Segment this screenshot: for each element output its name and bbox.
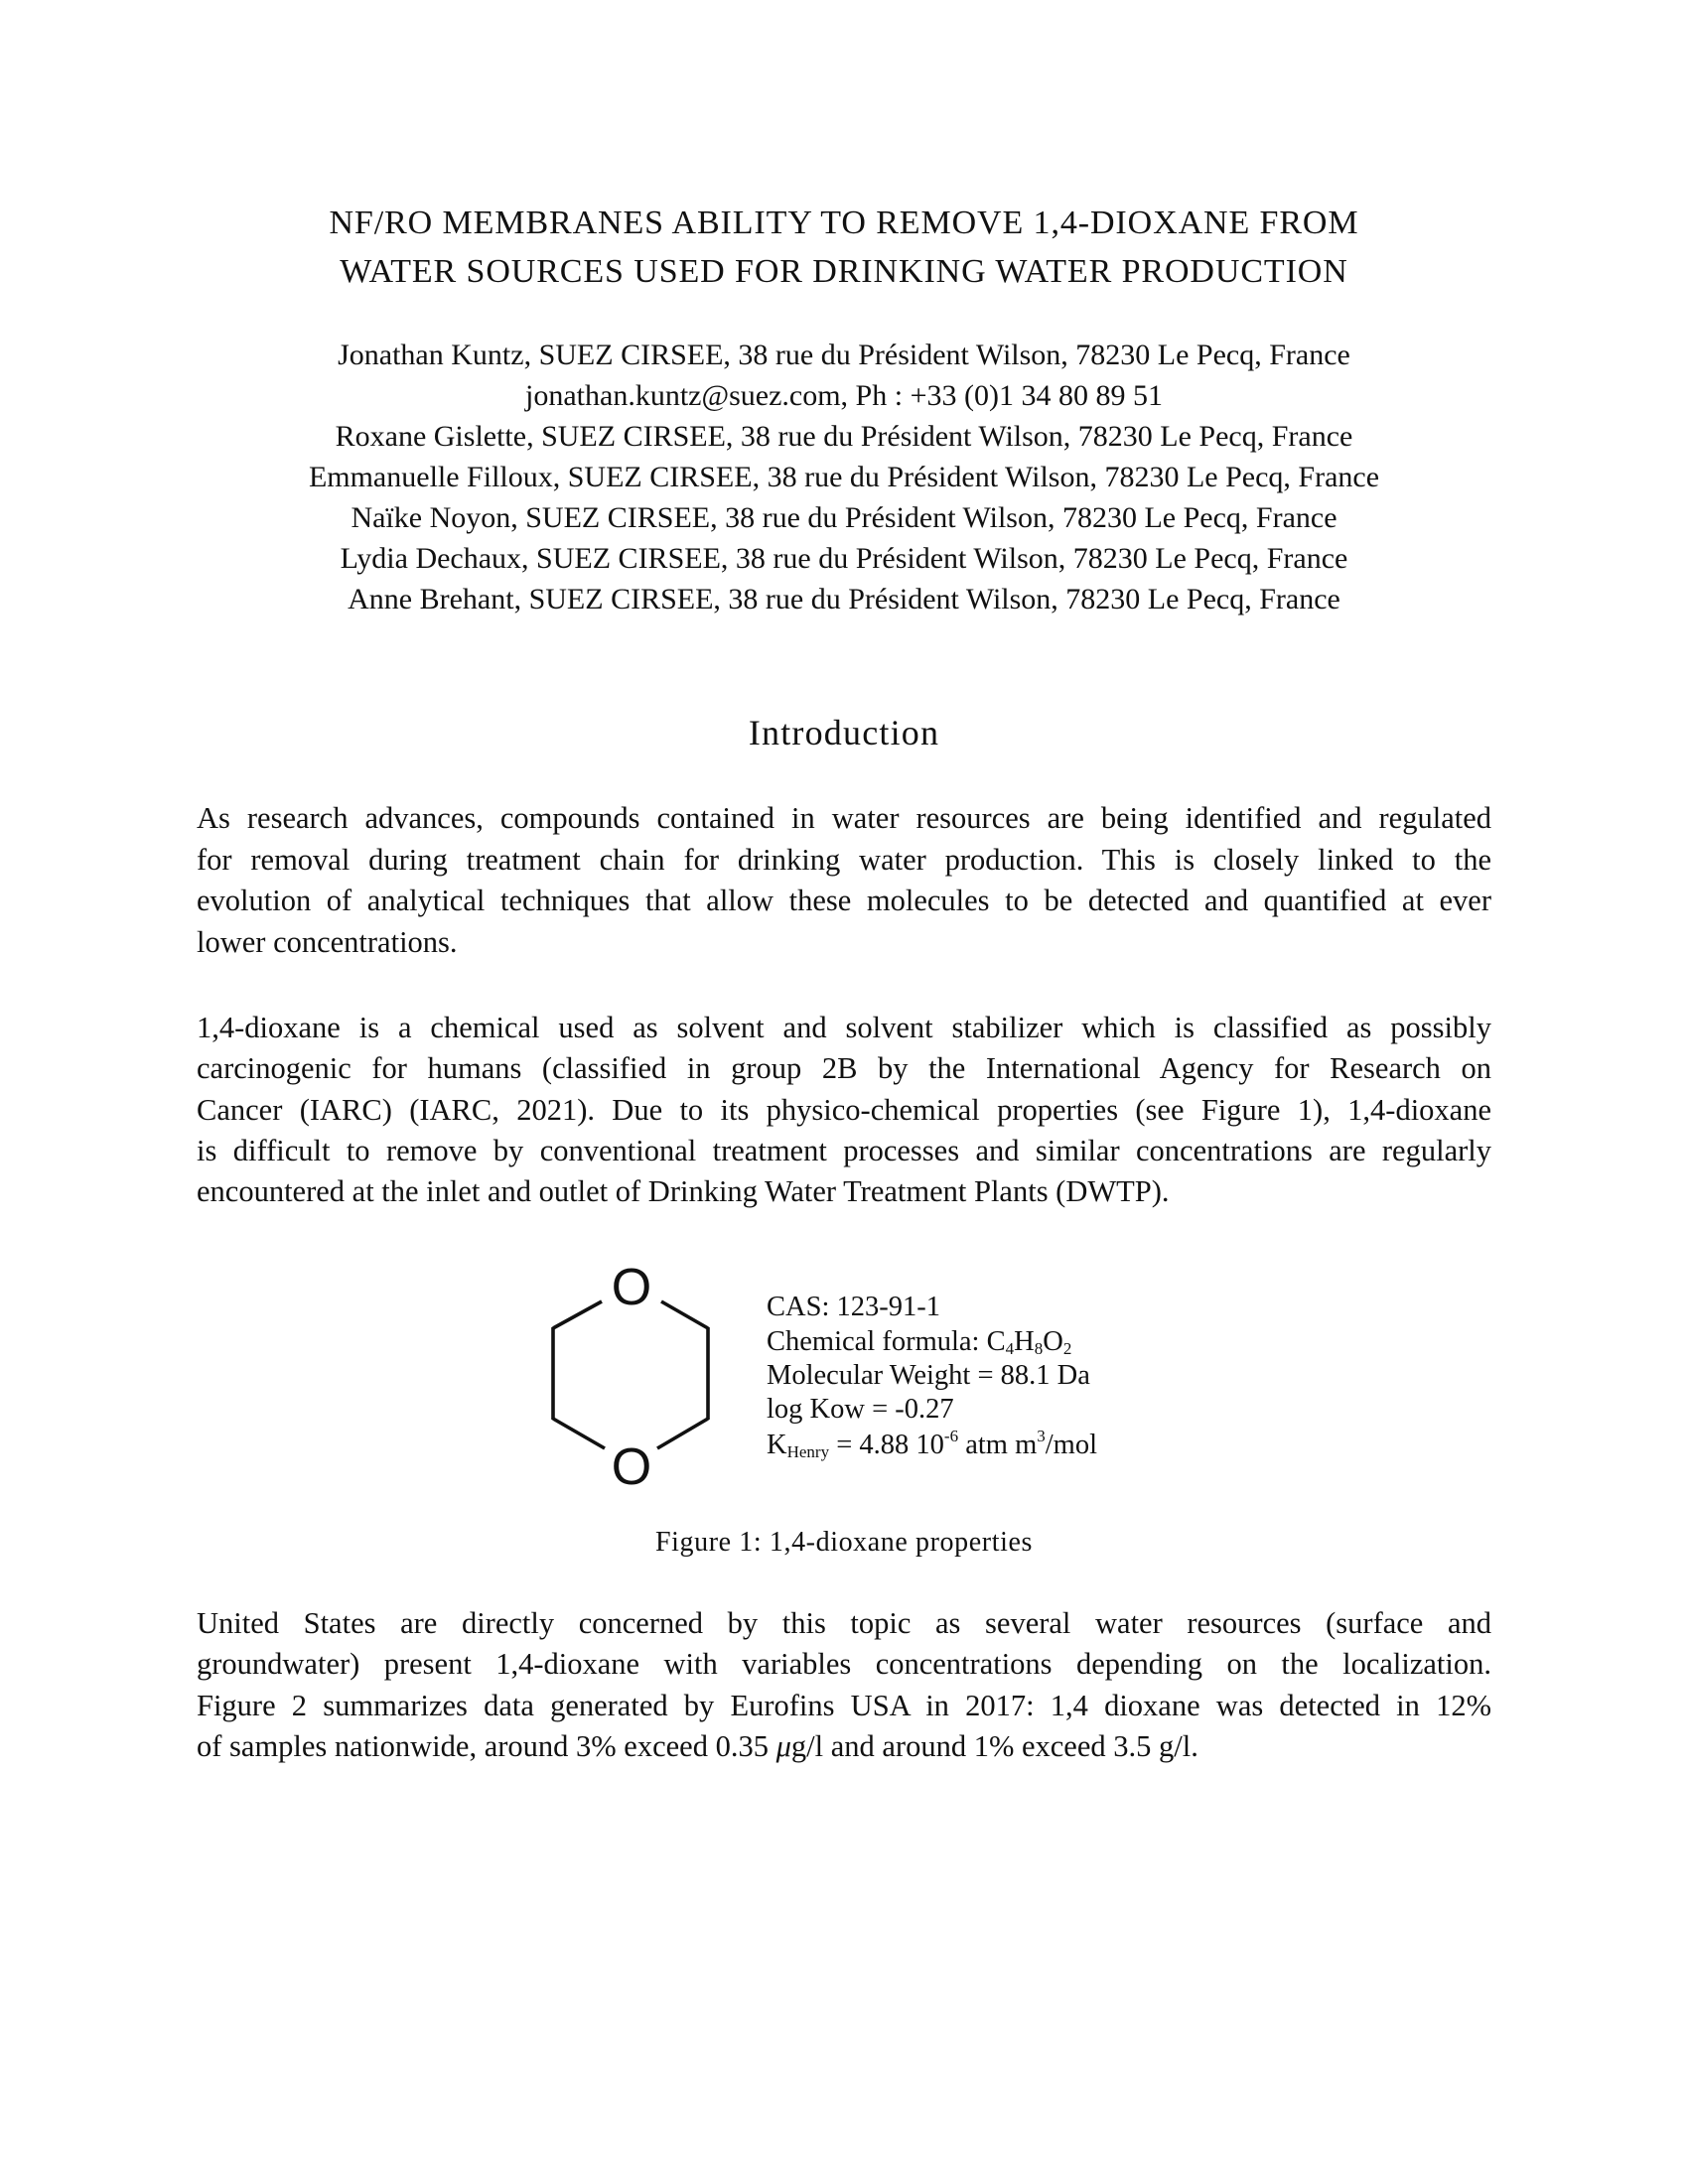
bond-line	[553, 1419, 605, 1448]
bond-line	[657, 1419, 708, 1448]
dioxane-structure-diagram	[526, 1246, 745, 1504]
author-line: Roxane Gislette, SUEZ CIRSEE, 38 rue du Président Wilson, 78230 Le Pecq, France	[335, 420, 1353, 453]
body-line: encountered at the inlet and outlet of Drinking Water Treatment Plants (DWTP).	[197, 1174, 1170, 1208]
author-line: Emmanuelle Filloux, SUEZ CIRSEE, 38 rue du Président Wilson, 78230 Le Pecq, France	[308, 461, 1380, 493]
body-line: lower concentrations.	[197, 925, 458, 959]
formula-label: Chemical formula:	[767, 1326, 987, 1357]
author-line: Jonathan Kuntz, SUEZ CIRSEE, 38 rue du Président Wilson, 78230 Le Pecq, France	[338, 339, 1350, 371]
body-line: carcinogenic for humans (classified in group 2B by the International Agency for Research on	[197, 1051, 1491, 1085]
section-heading-introduction: Introduction	[748, 713, 940, 752]
formula-element: H	[1014, 1326, 1035, 1357]
property-log-kow: log Kow = -0.27	[767, 1394, 954, 1425]
property-cas: CAS: 123-91-1	[767, 1292, 940, 1322]
body-line: groundwater) present 1,4-dioxane with variables concentrations depending on the localization.	[197, 1647, 1491, 1681]
body-line: is difficult to remove by conventional treatment processes and similar concentrations are regularly	[197, 1134, 1491, 1167]
khenry-value: = 4.88 10	[829, 1430, 944, 1460]
mu-symbol: μ	[775, 1729, 791, 1763]
formula-subscript: 2	[1062, 1339, 1072, 1358]
khenry-unit-rest: /mol	[1045, 1430, 1097, 1460]
property-formula	[767, 1328, 1071, 1357]
body-line: United States are directly concerned by this topic as several water resources (surface and	[197, 1606, 1491, 1640]
property-molecular-weight: Molecular Weight = 88.1 Da	[767, 1360, 1090, 1391]
formula-element: C	[986, 1326, 1006, 1357]
body-line: Figure 2 summarizes data generated by Eurofins USA in 2017: 1,4 dioxane was detected in 12%	[197, 1689, 1491, 1722]
author-line: Anne Brehant, SUEZ CIRSEE, 38 rue du Président Wilson, 78230 Le Pecq, France	[348, 583, 1340, 615]
body-text: g/l and around 1% exceed 3.5 g/l.	[790, 1729, 1198, 1763]
khenry-unit: atm m	[958, 1430, 1038, 1460]
body-line: 1,4-dioxane is a chemical used as solvent and solvent stabilizer which is classified as possibly	[197, 1011, 1491, 1044]
body-line	[197, 1731, 1491, 1762]
paper-title-line-2: WATER SOURCES USED FOR DRINKING WATER PRODUCTION	[340, 253, 1348, 290]
khenry-subscript: Henry	[786, 1442, 830, 1461]
bond-line	[661, 1301, 708, 1328]
author-line: Lydia Dechaux, SUEZ CIRSEE, 38 rue du Président Wilson, 78230 Le Pecq, France	[340, 542, 1348, 575]
formula-element: O	[1043, 1326, 1063, 1357]
body-text: of samples nationwide, around 3% exceed 0.35	[197, 1729, 776, 1763]
body-line: Cancer (IARC) (IARC, 2021). Due to its physico-chemical properties (see Figure 1), 1,4-dioxane	[197, 1093, 1491, 1127]
khenry-unit-exponent: 3	[1037, 1427, 1046, 1445]
formula-subscript: 4	[1005, 1339, 1015, 1358]
oxygen-atom-top: O	[611, 1259, 652, 1316]
khenry-exponent: -6	[943, 1427, 959, 1445]
oxygen-atom-bottom: O	[611, 1438, 652, 1496]
formula-subscript: 8	[1034, 1339, 1044, 1358]
body-line: for removal during treatment chain for drinking water production. This is closely linked to the	[197, 843, 1491, 877]
body-line: evolution of analytical techniques that allow these molecules to be detected and quantified at ever	[197, 884, 1491, 917]
bond-line	[553, 1301, 602, 1328]
khenry-symbol: K	[767, 1430, 787, 1460]
body-line: As research advances, compounds contained in water resources are being identified and regulated	[197, 801, 1491, 835]
author-contact-line: jonathan.kuntz@suez.com, Ph : +33 (0)1 34 80 89 51	[525, 379, 1163, 412]
property-khenry	[767, 1427, 1097, 1461]
figure-caption: Figure 1: 1,4-dioxane properties	[654, 1527, 1033, 1558]
author-line: Naïke Noyon, SUEZ CIRSEE, 38 rue du Président Wilson, 78230 Le Pecq, France	[351, 501, 1337, 534]
paper-title-line-1: NF/RO MEMBRANES ABILITY TO REMOVE 1,4-DIOXANE FROM	[329, 205, 1359, 241]
